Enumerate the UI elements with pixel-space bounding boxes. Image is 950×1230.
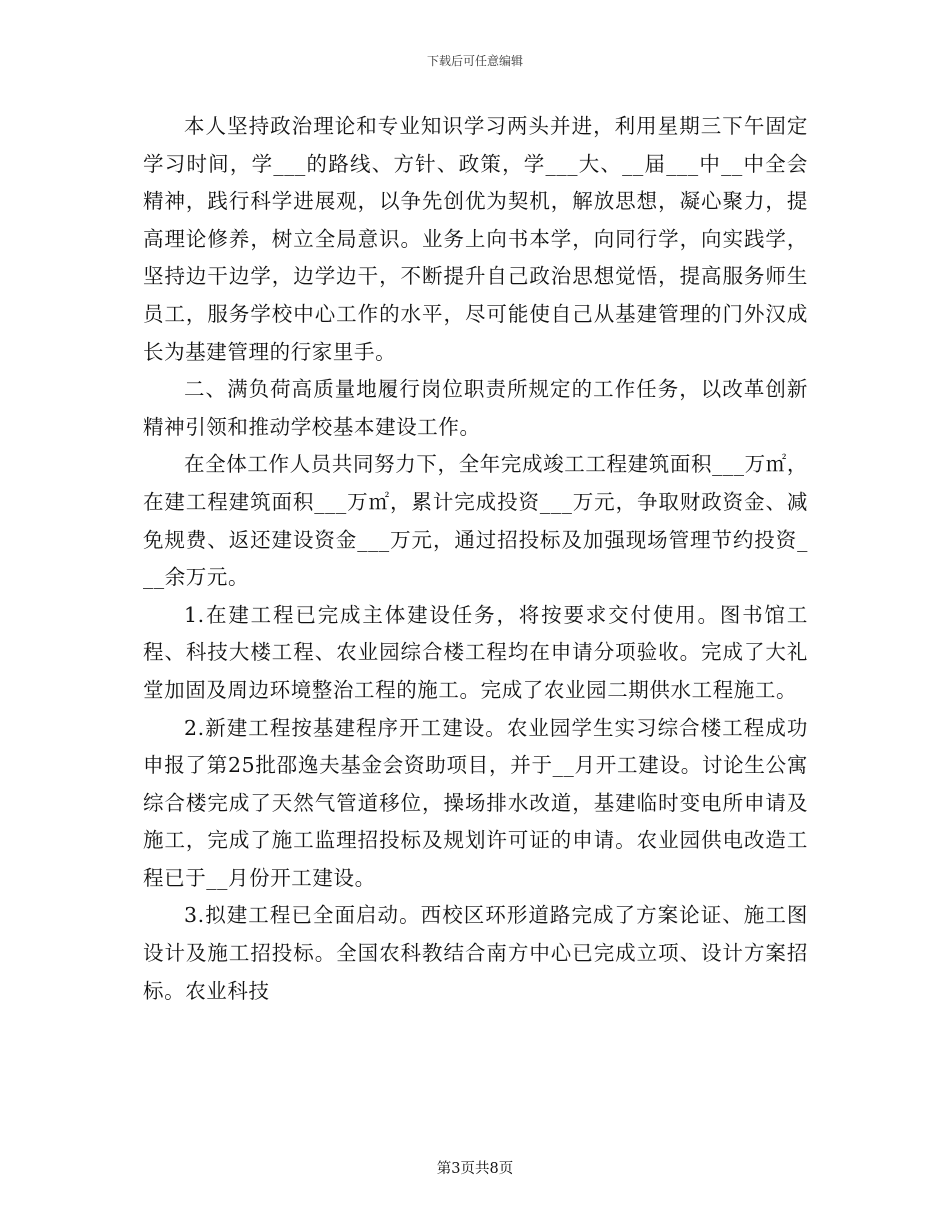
document-body — [143, 108, 808, 1010]
paragraph-item-3: 3.拟建工程已全面启动。西校区环形道路完成了方案论证、施工图设计及施工招投标。全国农科教结合南方中心已完成立项、设计方案招标。农业科技 — [143, 903, 808, 1003]
paragraph-study: 本人坚持政治理论和专业知识学习两头并进，利用星期三下午固定学习时间，学___的路线、方针、政策，学___大、__届___中__中全会精神，践行科学进展观，以争先创优为契机，解放思想，凝心聚力，提高理论修养，树立全局意识。业务上向书本学，向同行学，向实践学，坚持边干边学，边学边干，不断提升自己政治思想觉悟，提高服务师生员工，服务学校中心工作的水平，尽可能使自己从基建管理的门外汉成长为基建管理的行家里手。 — [143, 114, 808, 364]
page-header-note: 下载后可任意编辑 — [426, 54, 523, 68]
paragraph-annual-summary: 在全体工作人员共同努力下，全年完成竣工工程建筑面积___万㎡，在建工程建筑面积___万㎡，累计完成投资___万元，争取财政资金、减免规费、返还建设资金___万元，通过招投标及加强现场管理节约投资___余万元。 — [143, 452, 808, 590]
page-number: 第3页共8页 — [436, 1161, 514, 1177]
paragraph-item-2: 2.新建工程按基建程序开工建设。农业园学生实习综合楼工程成功申报了第25批邵逸夫基金会资助项目，并于__月开工建设。讨论生公寓综合楼完成了天然气管道移位，操场排水改道，基建临时变电所申请及施工，完成了施工监理招投标及规划许可证的申请。农业园供电改造工程已于__月份开工建设。 — [143, 715, 808, 890]
paragraph-item-1: 1.在建工程已完成主体建设任务，将按要求交付使用。图书馆工程、科技大楼工程、农业园综合楼工程均在申请分项验收。完成了大礼堂加固及周边环境整治工程的施工。完成了农业园二期供水工程施工。 — [143, 602, 808, 702]
paragraph-section-two-heading: 二、满负荷高质量地履行岗位职责所规定的工作任务，以改革创新精神引领和推动学校基本建设工作。 — [143, 377, 808, 439]
